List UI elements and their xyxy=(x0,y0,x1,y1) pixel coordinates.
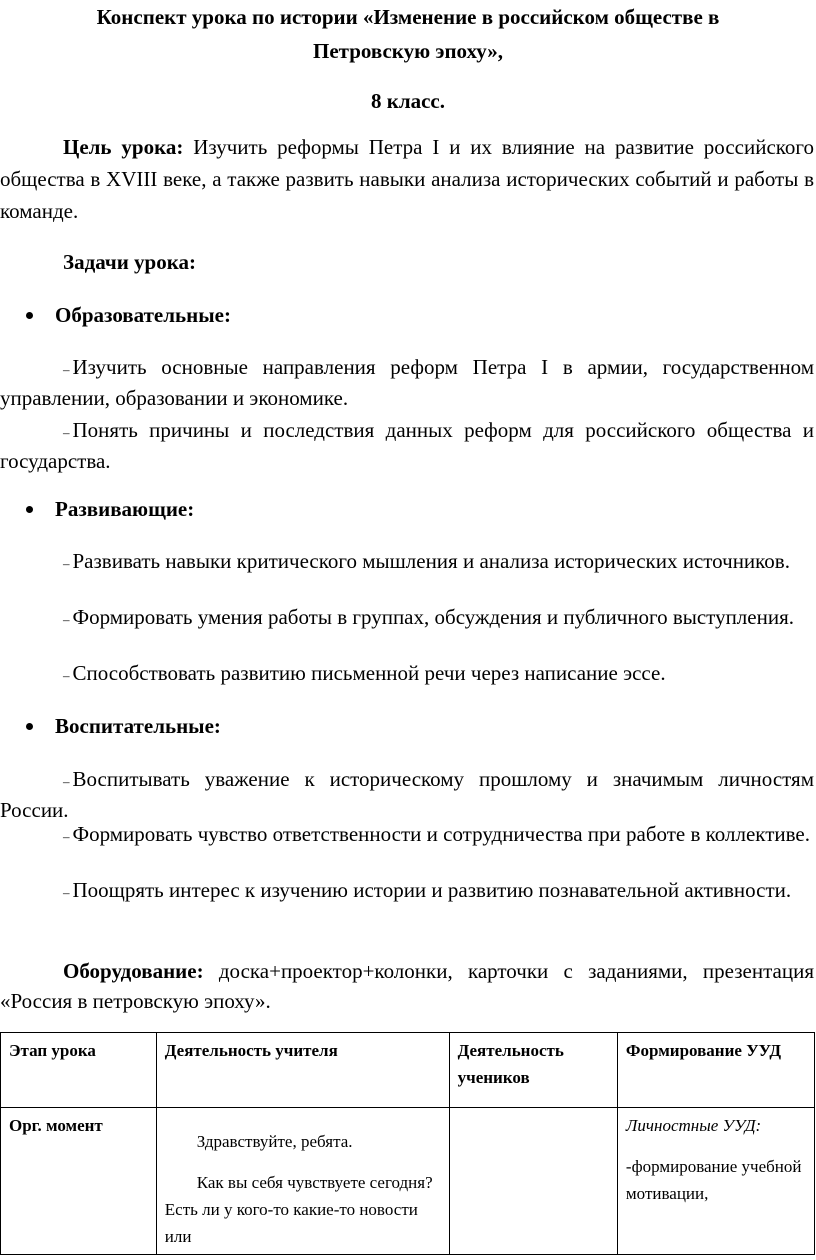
dash-icon: – xyxy=(63,612,70,627)
section-heading-educational xyxy=(26,300,231,330)
equipment-label: Оборудование: xyxy=(63,959,204,983)
section-heading-developmental xyxy=(26,494,194,524)
list-item-text: Изучить основные направления реформ Петра I в армии, государственном управлении, образовании и экономике. xyxy=(0,355,814,410)
header-student-activity: Деятельность учеников xyxy=(449,1033,617,1108)
list-item-text: Развивать навыки критического мышления и анализа исторических источников. xyxy=(72,549,790,573)
list-item-text: Воспитывать уважение к историческому прошлому и значимым личностям России. xyxy=(0,767,814,822)
list-item xyxy=(0,547,814,578)
dash-icon: – xyxy=(63,668,70,683)
equipment xyxy=(0,956,814,1016)
dash-icon: – xyxy=(63,362,70,377)
list-item xyxy=(0,353,814,412)
list-item xyxy=(0,416,814,475)
dash-icon: – xyxy=(63,425,70,440)
dash-icon: – xyxy=(63,556,70,571)
list-item xyxy=(0,765,814,824)
row-student-activity xyxy=(449,1108,617,1255)
lesson-goal-text: Изучить реформы Петра I и их влияние на развитие российского общества в XVIII веке, а также развить навыки анализа исторических событий и работы в команде. xyxy=(0,135,814,223)
list-item xyxy=(0,603,814,634)
list-item xyxy=(0,820,814,851)
document-title-line-1: Конспект урока по истории «Изменение в российском обществе в xyxy=(96,5,720,29)
bullet-icon xyxy=(26,312,33,319)
dash-icon: – xyxy=(63,885,70,900)
teacher-greeting: Здравствуйте, ребята. xyxy=(196,1132,353,1151)
list-item-text: Формировать умения работы в группах, обсуждения и публичного выступления. xyxy=(72,605,794,629)
dash-icon: – xyxy=(63,774,70,789)
list-item-text: Способствовать развитию письменной речи через написание эссе. xyxy=(72,661,666,685)
section-heading-label: Развивающие: xyxy=(55,497,195,521)
header-uud: Формирование УУД xyxy=(617,1033,814,1108)
equipment-text: доска+проектор+колонки, карточки с заданиями, презентация «Россия в петровскую эпоху». xyxy=(0,959,814,1013)
header-teacher-activity: Деятельность учителя xyxy=(156,1033,449,1108)
table-header-row xyxy=(1,1033,815,1108)
row-teacher-activity xyxy=(156,1108,449,1255)
list-item-text: Формировать чувство ответственности и сотрудничества при работе в коллективе. xyxy=(72,822,810,846)
document-title-line-2: Петровскую эпоху», xyxy=(312,39,504,63)
list-item xyxy=(0,876,814,907)
header-stage: Этап урока xyxy=(1,1033,157,1108)
grade-label: 8 класс. xyxy=(370,89,446,113)
lesson-goal-label: Цель урока: xyxy=(63,135,184,159)
list-item-text: Понять причины и последствия данных реформ для российского общества и государства. xyxy=(0,418,814,473)
lesson-table xyxy=(0,1032,815,1255)
lesson-goal xyxy=(0,131,814,227)
tasks-heading: Задачи урока: xyxy=(63,250,197,274)
table-row xyxy=(1,1108,815,1255)
row-uud xyxy=(617,1108,814,1255)
dash-icon: – xyxy=(63,829,70,844)
teacher-question: Как вы себя чувствуете сегодня? Есть ли у кого-то какие-то новости или xyxy=(164,1173,433,1246)
section-heading-label: Образовательные: xyxy=(55,303,231,327)
uud-text: -формирование учебной мотивации, xyxy=(625,1157,802,1203)
list-item-text: Поощрять интерес к изучению истории и развитию познавательной активности. xyxy=(72,878,792,902)
list-item xyxy=(0,659,814,690)
bullet-icon xyxy=(26,506,33,513)
section-heading-label: Воспитательные: xyxy=(55,714,221,738)
row-stage: Орг. момент xyxy=(1,1108,157,1255)
uud-label: Личностные УУД: xyxy=(625,1116,762,1135)
section-heading-upbringing xyxy=(26,711,221,741)
bullet-icon xyxy=(26,723,33,730)
